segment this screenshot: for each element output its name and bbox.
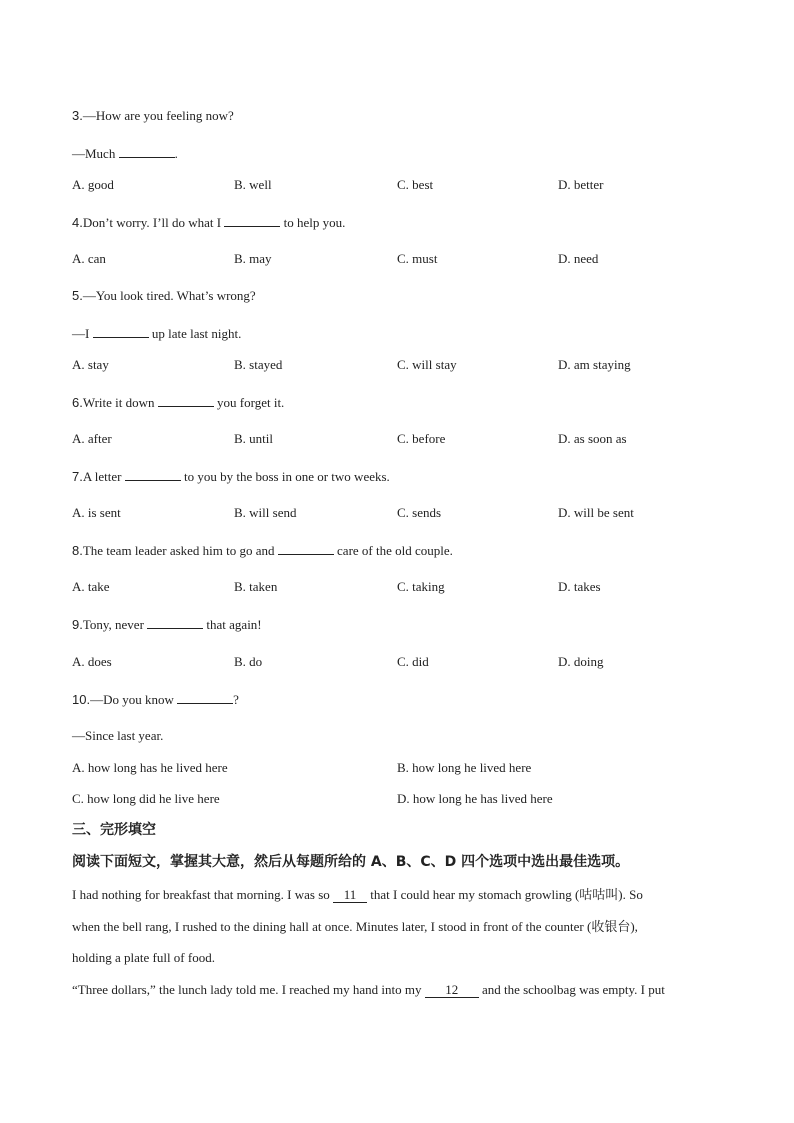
question-number: 4. bbox=[72, 215, 83, 230]
answer-blank[interactable] bbox=[158, 394, 214, 407]
option-b[interactable]: B. may bbox=[234, 251, 272, 266]
question-number: 6. bbox=[72, 395, 83, 410]
question-text: Tony, never bbox=[82, 617, 148, 632]
passage-text: that I could hear my stomach growling (咕咕叫). So bbox=[367, 887, 643, 902]
option-d[interactable]: D. am staying bbox=[558, 357, 631, 372]
question-number: 8. bbox=[72, 543, 83, 558]
question-text: —Do you know bbox=[90, 692, 178, 707]
section-title: 三、完形填空 bbox=[72, 822, 156, 838]
passage-line-1 bbox=[72, 887, 643, 903]
option-c[interactable]: C. before bbox=[397, 431, 446, 446]
option-c[interactable]: C. will stay bbox=[397, 357, 457, 372]
answer-blank[interactable] bbox=[147, 616, 203, 629]
answer-text: up late last night. bbox=[148, 326, 242, 341]
passage-line-2: when the bell rang, I rushed to the dining hall at once. Minutes later, I stood in front of the counter (收银台), bbox=[72, 919, 638, 934]
question-number: 5. bbox=[72, 288, 83, 303]
passage-text: I had nothing for breakfast that morning. I was so bbox=[72, 887, 334, 902]
answer-blank[interactable] bbox=[93, 325, 149, 338]
option-d[interactable]: D. doing bbox=[558, 654, 604, 669]
option-b[interactable]: B. until bbox=[234, 431, 274, 446]
section-instruction: 阅读下面短文，掌握其大意，然后从每题所给的 A、B、C、D 四个选项中选出最佳选项。 bbox=[72, 854, 630, 870]
option-c[interactable]: C. best bbox=[397, 177, 434, 192]
question-text: A letter bbox=[82, 469, 125, 484]
question-4-options bbox=[72, 251, 732, 267]
option-a[interactable]: A. take bbox=[72, 579, 110, 594]
question-text: that again! bbox=[203, 617, 262, 632]
question-number: 3. bbox=[72, 108, 83, 123]
question-5-options bbox=[72, 357, 732, 373]
question-text: to help you. bbox=[280, 215, 346, 230]
answer-text: —Since last year. bbox=[72, 728, 164, 743]
question-text: The team leader asked him to go and bbox=[82, 543, 278, 558]
question-text: care of the old couple. bbox=[333, 543, 453, 558]
passage-text: and the schoolbag was empty. I put bbox=[478, 982, 665, 997]
question-text: to you by the boss in one or two weeks. bbox=[180, 469, 390, 484]
question-text: ? bbox=[233, 692, 239, 707]
question-text: —You look tired. What’s wrong? bbox=[82, 288, 256, 303]
question-6-stem bbox=[72, 394, 284, 411]
passage-line-3: holding a plate full of food. bbox=[72, 950, 215, 965]
option-c[interactable]: C. did bbox=[397, 654, 429, 669]
question-text: —How are you feeling now? bbox=[82, 108, 234, 123]
question-6-options bbox=[72, 431, 732, 447]
question-3-options bbox=[72, 177, 732, 193]
cloze-blank-11[interactable]: 11 bbox=[333, 888, 367, 903]
option-d[interactable]: D. takes bbox=[558, 579, 601, 594]
option-d[interactable]: D. better bbox=[558, 177, 604, 192]
answer-text: . bbox=[174, 146, 178, 161]
option-a[interactable]: A. can bbox=[72, 251, 106, 266]
option-b[interactable]: B. taken bbox=[234, 579, 278, 594]
answer-blank[interactable] bbox=[278, 542, 334, 555]
option-d[interactable]: D. will be sent bbox=[558, 505, 634, 520]
option-b[interactable]: B. well bbox=[234, 177, 272, 192]
question-number: 7. bbox=[72, 469, 83, 484]
question-5-answer-line bbox=[72, 325, 241, 342]
option-a[interactable]: A. how long has he lived here bbox=[72, 760, 228, 775]
question-8-stem bbox=[72, 542, 453, 559]
question-7-options bbox=[72, 505, 732, 521]
question-number: 9. bbox=[72, 617, 83, 632]
question-text: Don’t worry. I’ll do what I bbox=[82, 215, 225, 230]
answer-text: —I bbox=[72, 326, 93, 341]
option-c[interactable]: C. how long did he live here bbox=[72, 791, 220, 806]
option-b[interactable]: B. will send bbox=[234, 505, 297, 520]
option-b[interactable]: B. stayed bbox=[234, 357, 283, 372]
answer-blank[interactable] bbox=[119, 145, 175, 158]
question-10-answer-line bbox=[72, 728, 163, 744]
option-b[interactable]: B. do bbox=[234, 654, 263, 669]
answer-text: —Much bbox=[72, 146, 119, 161]
question-7-stem bbox=[72, 468, 390, 485]
question-3-stem bbox=[72, 108, 234, 124]
cloze-blank-12[interactable]: 12 bbox=[425, 983, 479, 998]
answer-blank[interactable] bbox=[177, 691, 233, 704]
question-3-answer-line bbox=[72, 145, 178, 162]
question-number: 10. bbox=[72, 692, 91, 707]
option-c[interactable]: C. must bbox=[397, 251, 438, 266]
option-d[interactable]: D. how long he has lived here bbox=[397, 791, 553, 806]
option-a[interactable]: A. is sent bbox=[72, 505, 121, 520]
question-text: Write it down bbox=[82, 395, 158, 410]
question-10-stem bbox=[72, 691, 239, 708]
option-b[interactable]: B. how long he lived here bbox=[397, 760, 532, 775]
option-a[interactable]: A. after bbox=[72, 431, 112, 446]
question-10-options-row-1 bbox=[72, 760, 732, 776]
answer-blank[interactable] bbox=[125, 468, 181, 481]
option-d[interactable]: D. as soon as bbox=[558, 431, 627, 446]
option-a[interactable]: A. stay bbox=[72, 357, 109, 372]
option-c[interactable]: C. sends bbox=[397, 505, 442, 520]
question-5-stem bbox=[72, 288, 256, 304]
option-a[interactable]: A. does bbox=[72, 654, 112, 669]
passage-text: “Three dollars,” the lunch lady told me. I reached my hand into my bbox=[72, 982, 425, 997]
question-9-options bbox=[72, 654, 732, 670]
question-4-stem bbox=[72, 214, 345, 231]
answer-blank[interactable] bbox=[224, 214, 280, 227]
option-d[interactable]: D. need bbox=[558, 251, 599, 266]
question-9-stem bbox=[72, 616, 262, 633]
question-8-options bbox=[72, 579, 732, 595]
question-text: you forget it. bbox=[213, 395, 285, 410]
passage-line-4 bbox=[72, 982, 665, 998]
option-c[interactable]: C. taking bbox=[397, 579, 445, 594]
question-10-options-row-2 bbox=[72, 791, 732, 807]
option-a[interactable]: A. good bbox=[72, 177, 114, 192]
